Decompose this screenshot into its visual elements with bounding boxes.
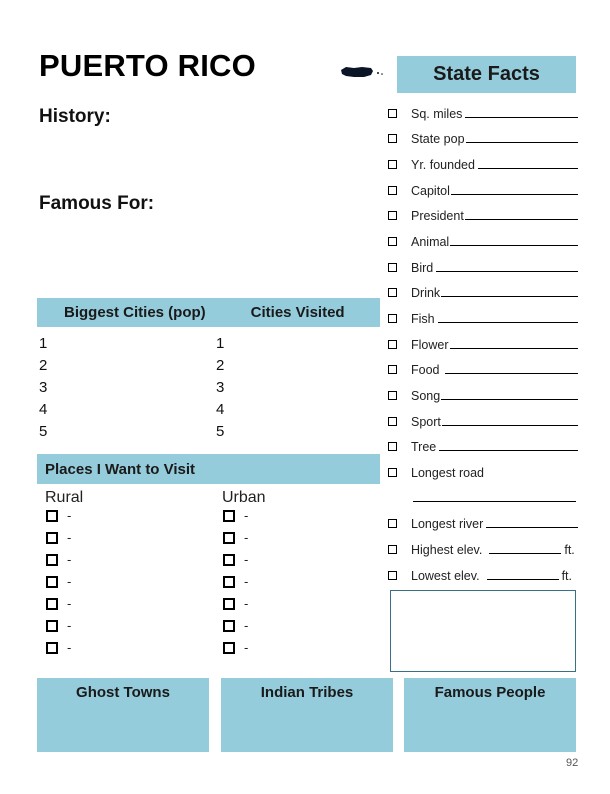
fact-row-highest-elev: Highest elev. ft. — [388, 537, 578, 557]
fill-in-line[interactable] — [489, 553, 561, 554]
checkbox-icon[interactable] — [388, 442, 397, 451]
checkbox-icon[interactable] — [388, 263, 397, 272]
ghost-towns-label: Ghost Towns — [76, 684, 170, 701]
fact-row-bird: Bird — [388, 255, 578, 275]
fact-row-song: Song — [388, 383, 578, 403]
checkbox-icon[interactable] — [388, 340, 397, 349]
indian-tribes-label: Indian Tribes — [260, 684, 354, 701]
checkbox-icon[interactable] — [388, 237, 397, 246]
longest-road-fill-in-line[interactable] — [413, 501, 576, 502]
urban-entry-dash: - — [244, 508, 249, 523]
checkbox-icon[interactable] — [388, 365, 397, 374]
urban-checkbox-icon[interactable] — [223, 598, 235, 610]
fact-row-longest-river: Longest river — [388, 511, 578, 531]
rural-entry-dash: - — [67, 552, 72, 567]
famous-for-label: Famous For: — [39, 193, 155, 214]
urban-label: Urban — [222, 489, 266, 506]
fill-in-line[interactable] — [466, 142, 578, 143]
checkbox-icon[interactable] — [388, 109, 397, 118]
biggest-city-number: 5 — [39, 423, 48, 440]
indian-tribes-box[interactable] — [221, 678, 393, 752]
page-title: PUERTO RICO — [39, 48, 256, 83]
fact-row-capitol: Capitol — [388, 178, 578, 198]
fact-row-lowest-elev: Lowest elev. ft. — [388, 563, 578, 583]
rural-checkbox-icon[interactable] — [46, 620, 58, 632]
visited-city-number: 2 — [216, 357, 225, 374]
fill-in-line[interactable] — [439, 450, 578, 451]
fill-in-line[interactable] — [438, 322, 578, 323]
fill-in-line[interactable] — [445, 373, 579, 374]
state-facts-header: State Facts — [397, 56, 576, 93]
ghost-towns-box[interactable] — [37, 678, 209, 752]
fill-in-line[interactable] — [486, 527, 578, 528]
fact-row-flower: Flower — [388, 332, 578, 352]
urban-checkbox-icon[interactable] — [223, 510, 235, 522]
fill-in-line[interactable] — [436, 271, 578, 272]
checkbox-icon[interactable] — [388, 519, 397, 528]
checkbox-icon[interactable] — [388, 391, 397, 400]
fill-in-line[interactable] — [450, 348, 578, 349]
fact-row-drink: Drink — [388, 280, 578, 300]
checkbox-icon[interactable] — [388, 545, 397, 554]
rural-checkbox-icon[interactable] — [46, 532, 58, 544]
rural-checkbox-icon[interactable] — [46, 576, 58, 588]
fill-in-line[interactable] — [465, 117, 578, 118]
rural-entry-dash: - — [67, 640, 72, 655]
rural-label: Rural — [45, 489, 84, 506]
visited-city-number: 5 — [216, 423, 225, 440]
checkbox-icon[interactable] — [388, 211, 397, 220]
urban-checkbox-icon[interactable] — [223, 554, 235, 566]
fact-row-yr-founded: Yr. founded — [388, 152, 578, 172]
checkbox-icon[interactable] — [388, 288, 397, 297]
rural-checkbox-icon[interactable] — [46, 554, 58, 566]
biggest-city-number: 3 — [39, 379, 48, 396]
fill-in-line[interactable] — [441, 296, 578, 297]
biggest-city-number: 1 — [39, 335, 48, 352]
urban-checkbox-icon[interactable] — [223, 576, 235, 588]
history-label: History: — [39, 106, 111, 127]
rural-checkbox-icon[interactable] — [46, 510, 58, 522]
rural-entry-dash: - — [67, 508, 72, 523]
rural-entry-dash: - — [67, 574, 72, 589]
fill-in-line[interactable] — [465, 219, 578, 220]
fact-row-fish: Fish — [388, 306, 578, 326]
fact-row-food: Food — [388, 357, 578, 377]
checkbox-icon[interactable] — [388, 468, 397, 477]
checkbox-icon[interactable] — [388, 314, 397, 323]
rural-entry-dash: - — [67, 530, 72, 545]
fact-row-president: President — [388, 203, 578, 223]
urban-checkbox-icon[interactable] — [223, 532, 235, 544]
fact-row-animal: Animal — [388, 229, 578, 249]
places-header — [37, 454, 380, 484]
biggest-city-number: 4 — [39, 401, 48, 418]
urban-checkbox-icon[interactable] — [223, 620, 235, 632]
fill-in-line[interactable] — [478, 168, 578, 169]
famous-people-label: Famous People — [434, 684, 546, 701]
places-header-label: Places I Want to Visit — [45, 460, 196, 478]
rural-checkbox-icon[interactable] — [46, 642, 58, 654]
rural-checkbox-icon[interactable] — [46, 598, 58, 610]
rural-entry-dash: - — [67, 596, 72, 611]
checkbox-icon[interactable] — [388, 571, 397, 580]
urban-entry-dash: - — [244, 552, 249, 567]
visited-city-number: 3 — [216, 379, 225, 396]
rural-entry-dash: - — [67, 618, 72, 633]
urban-entry-dash: - — [244, 530, 249, 545]
page-number: 92 — [566, 757, 579, 769]
checkbox-icon[interactable] — [388, 417, 397, 426]
fact-row-sport: Sport — [388, 409, 578, 429]
checkbox-icon[interactable] — [388, 160, 397, 169]
fact-row-sq-miles: Sq. miles — [388, 101, 578, 121]
fill-in-line[interactable] — [442, 425, 578, 426]
checkbox-icon[interactable] — [388, 134, 397, 143]
fill-in-line[interactable] — [487, 579, 559, 580]
notes-box[interactable] — [390, 590, 576, 672]
famous-people-box[interactable] — [404, 678, 576, 752]
urban-entry-dash: - — [244, 596, 249, 611]
visited-city-number: 1 — [216, 335, 225, 352]
visited-city-number: 4 — [216, 401, 225, 418]
fact-row-tree: Tree — [388, 434, 578, 454]
checkbox-icon[interactable] — [388, 186, 397, 195]
cities-visited-header: Cities Visited — [250, 304, 345, 321]
fact-row-longest-road: Longest road — [388, 460, 578, 480]
urban-checkbox-icon[interactable] — [223, 642, 235, 654]
fill-in-line[interactable] — [451, 194, 578, 195]
fill-in-line[interactable] — [441, 399, 578, 400]
puerto-rico-map-icon — [340, 64, 384, 80]
biggest-cities-header: Biggest Cities (pop) — [64, 304, 206, 321]
fact-row-state-pop: State pop — [388, 126, 578, 146]
urban-entry-dash: - — [244, 640, 249, 655]
fill-in-line[interactable] — [450, 245, 578, 246]
biggest-city-number: 2 — [39, 357, 48, 374]
cities-header — [37, 298, 380, 327]
urban-entry-dash: - — [244, 574, 249, 589]
urban-entry-dash: - — [244, 618, 249, 633]
